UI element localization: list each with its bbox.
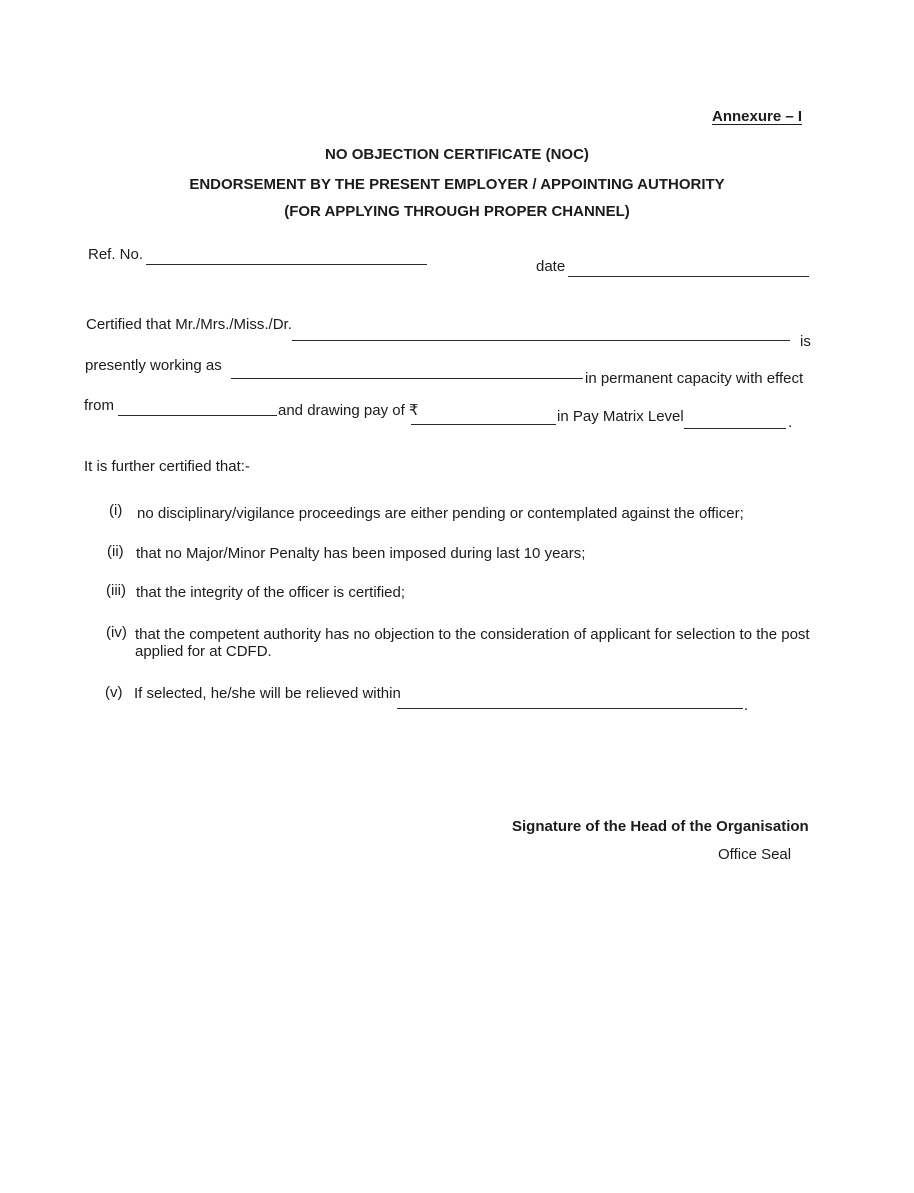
item-number: (ii) (107, 543, 124, 560)
document-subtitle-note: (FOR APPLYING THROUGH PROPER CHANNEL) (284, 203, 630, 220)
item-number: (iv) (106, 624, 127, 641)
item-end-period: . (744, 697, 749, 714)
item-text-continued: applied for at CDFD. (135, 643, 272, 660)
item-text: that no Major/Minor Penalty has been imposed during last 10 years; (136, 545, 586, 562)
pay-matrix-field[interactable] (684, 428, 786, 429)
pay-label: and drawing pay of ₹ (278, 402, 419, 419)
item-text: If selected, he/she will be relieved within (134, 685, 401, 702)
document-title: NO OBJECTION CERTIFICATE (NOC) (325, 146, 589, 163)
from-label: from (84, 397, 114, 414)
name-field[interactable] (292, 340, 790, 341)
working-label: presently working as (85, 357, 222, 374)
designation-field[interactable] (231, 378, 583, 379)
certified-label: Certified that Mr./Mrs./Miss./Dr. (86, 316, 292, 333)
date-label: date (536, 258, 566, 275)
item-text: that the integrity of the officer is certified; (136, 584, 406, 601)
relieving-period-field[interactable] (397, 708, 743, 709)
item-text: no disciplinary/vigilance proceedings are either pending or contemplated against the officer; (137, 505, 744, 522)
ref-no-field[interactable] (146, 264, 427, 265)
signature-label: Signature of the Head of the Organisation (512, 818, 809, 835)
further-certified-label: It is further certified that:- (84, 458, 250, 475)
document-subtitle: ENDORSEMENT BY THE PRESENT EMPLOYER / APPOINTING AUTHORITY (189, 176, 725, 193)
item-number: (i) (109, 502, 123, 519)
is-label: is (800, 333, 811, 350)
from-date-field[interactable] (118, 415, 277, 416)
date-field[interactable] (568, 276, 809, 277)
item-number: (v) (105, 684, 123, 701)
annexure-label: Annexure – I (712, 108, 803, 125)
pay-field[interactable] (411, 424, 556, 425)
period: . (788, 414, 793, 431)
ref-no-label: Ref. No. (88, 246, 144, 263)
office-seal-label: Office Seal (718, 846, 792, 863)
pay-matrix-label: in Pay Matrix Level (557, 408, 684, 425)
item-text: that the competent authority has no objection to the consideration of applicant for selection to the post (135, 626, 810, 643)
item-number: (iii) (106, 582, 126, 599)
capacity-label: in permanent capacity with effect (585, 370, 804, 387)
